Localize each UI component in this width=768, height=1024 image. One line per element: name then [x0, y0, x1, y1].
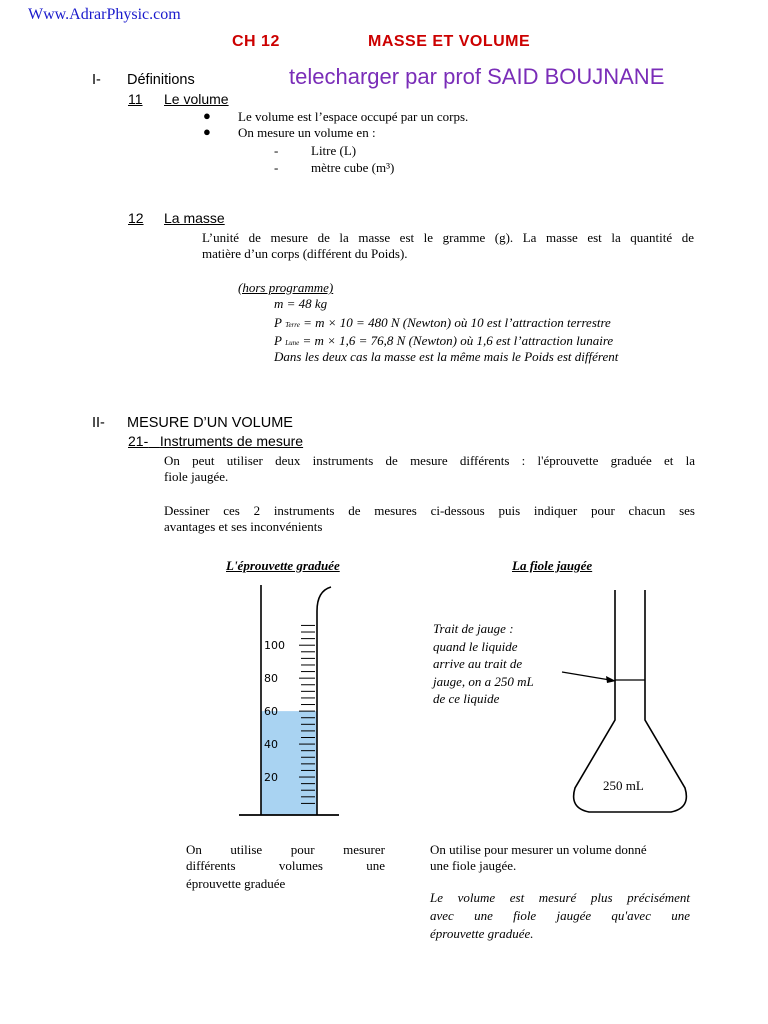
section2-title: MESURE D’UN VOLUME: [127, 415, 293, 431]
masse-para-line2: matière d’un corps (différent du Poids).: [202, 246, 408, 261]
tick-label: 80: [264, 672, 278, 686]
tick-label: 40: [264, 738, 278, 752]
fiole-caption: La fiole jaugée: [512, 558, 593, 573]
chapter-title: MASSE ET VOLUME: [368, 33, 531, 50]
masse-para-line1: L’unité de mesure de la masse est le gramme (g). La masse est la quantité de: [202, 230, 694, 245]
tick-label: 100: [264, 639, 285, 653]
sub11-title: Le volume: [164, 91, 229, 107]
fiole-italic-line3: éprouvette graduée.: [430, 926, 534, 941]
tick-label: 20: [264, 771, 278, 785]
sub12-number: 12: [128, 210, 144, 226]
eprouvette-liquid: [261, 711, 317, 815]
dash: -: [274, 143, 279, 158]
masse-conclusion: Dans les deux cas la masse est la même mais le Poids est différent: [274, 349, 619, 364]
download-note: telecharger par prof SAID BOUJNANE: [289, 64, 665, 89]
unit-m3: mètre cube (m³): [311, 160, 395, 175]
sub11-number: 11: [128, 91, 143, 107]
eprouvette-drawing: [235, 583, 345, 823]
sub12-title: La masse: [164, 210, 225, 226]
volume-units-intro: On mesure un volume en :: [238, 125, 376, 140]
eprouvette-desc-line3: éprouvette graduée: [186, 876, 286, 891]
dash: -: [274, 160, 279, 175]
poids-lune: P Lune = m × 1,6 = 76,8 N (Newton) où 1,6 est l’attraction lunaire: [274, 333, 614, 348]
instruments-para1-line2: fiole jaugée.: [164, 469, 229, 484]
section2-number: II-: [92, 415, 105, 431]
fiole-volume-label: 250 mL: [603, 778, 644, 793]
poids-terre: P Terre = m × 10 = 480 N (Newton) où 10 est l’attraction terrestre: [274, 315, 611, 330]
instruments-para2-line2: avantages et ses inconvénients: [164, 519, 323, 534]
chapter-number: CH 12: [232, 33, 280, 50]
eprouvette-caption: L'éprouvette graduée: [226, 558, 340, 573]
bullet-dot: ●: [203, 108, 211, 123]
fiole-desc-line2: une fiole jaugée.: [430, 858, 517, 873]
eprouvette-desc-line2: différents volumes une: [186, 858, 385, 873]
section1-number: I-: [92, 72, 101, 88]
hors-programme: (hors programme): [238, 280, 334, 295]
unit-litre: Litre (L): [311, 143, 357, 158]
eprouvette-desc-line1: On utilise pour mesurer: [186, 842, 385, 857]
site-url[interactable]: Www.AdrarPhysic.com: [28, 6, 181, 23]
section1-title: Définitions: [127, 72, 195, 88]
masse-value: m = 48 kg: [274, 296, 328, 311]
jauge-arrow: [560, 668, 620, 688]
sub21-title: 21- Instruments de mesure: [128, 433, 304, 449]
fiole-italic-line1: Le volume est mesuré plus précisément: [430, 890, 690, 905]
trait-jauge-note: Trait de jauge : quand le liquide arrive au trait de jauge, on a 250 mL de ce liquide: [433, 621, 534, 706]
fiole-desc-line1: On utilise pour mesurer un volume donné: [430, 842, 647, 857]
instruments-para1-line1: On peut utiliser deux instruments de mesure différents : l'éprouvette graduée et la: [164, 453, 695, 468]
instruments-para2-line1: Dessiner ces 2 instruments de mesures ci-dessous puis indiquer pour chacun ses: [164, 503, 695, 518]
fiole-italic-line2: avec une fiole jaugée qu'avec une: [430, 908, 690, 923]
tick-label: 60: [264, 705, 278, 719]
bullet-dot: ●: [203, 124, 211, 139]
eprouvette-spout: [317, 587, 331, 611]
volume-def: Le volume est l’espace occupé par un corps.: [238, 109, 469, 124]
